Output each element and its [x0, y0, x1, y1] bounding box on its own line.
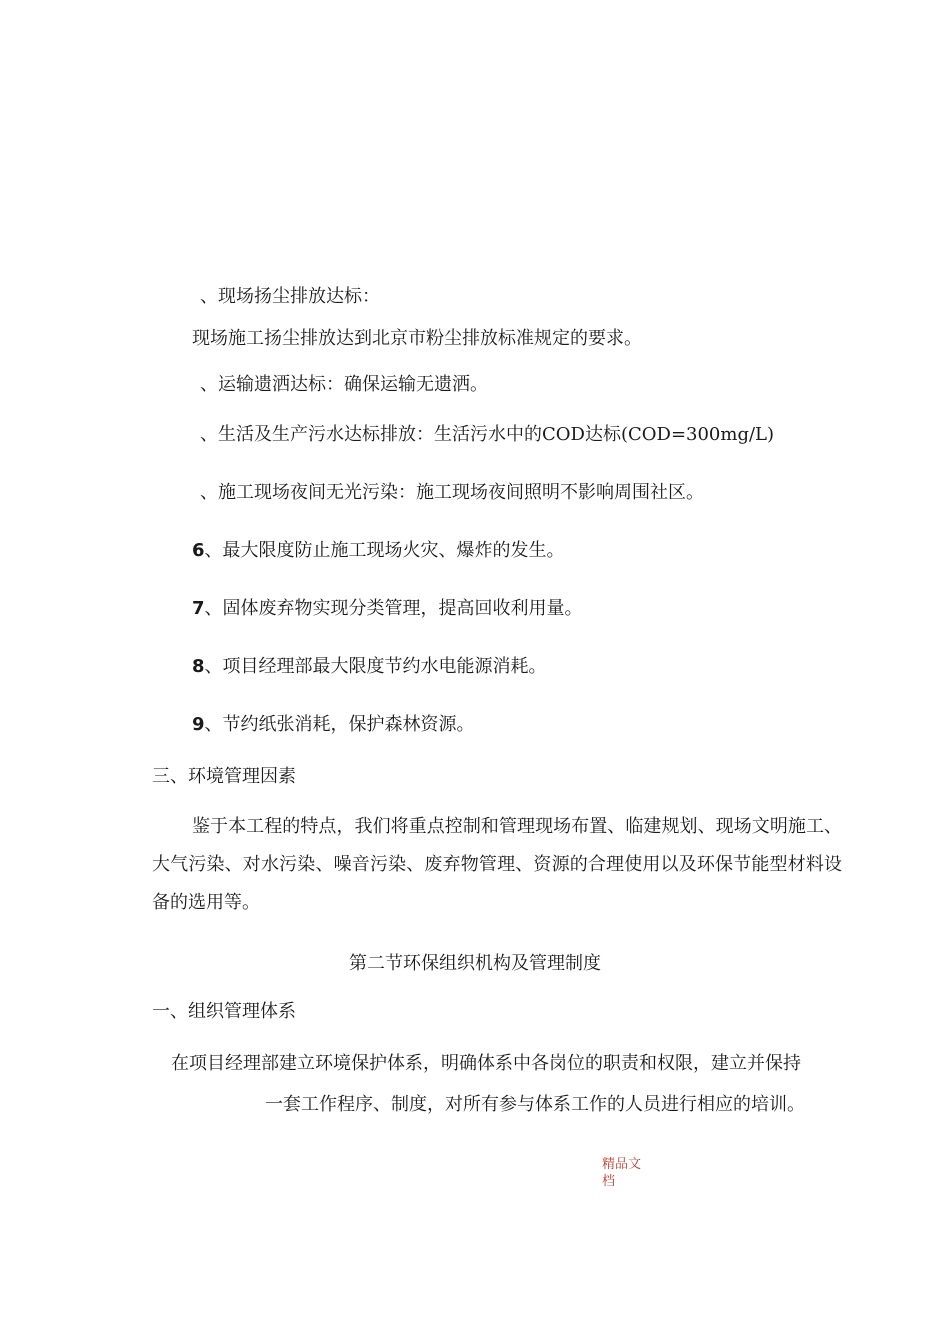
list-text: 、节约纸张消耗，保护森林资源。	[204, 714, 475, 735]
list-text: 、项目经理部最大限度节约水电能源消耗。	[204, 656, 547, 677]
watermark-text: 精品文档	[602, 1157, 642, 1189]
list-item-6	[192, 539, 565, 563]
list-number: 7	[192, 598, 205, 619]
list-number: 8	[192, 656, 205, 677]
list-item-9	[192, 713, 475, 737]
dust-body: 现场施工扬尘排放达到北京市粉尘排放标准规定的要求。	[192, 328, 642, 349]
transport-item: 、运输遗洒达标：确保运输无遗洒。	[200, 374, 488, 395]
sewage-item: 、生活及生产污水达标排放：生活污水中的COD达标(COD=300mg/L)	[200, 424, 775, 445]
dust-heading: 、现场扬尘排放达标：	[200, 286, 380, 307]
list-number: 9	[192, 714, 205, 735]
light-pollution-item: 、施工现场夜间无光污染：施工现场夜间照明不影响周围社区。	[200, 482, 704, 503]
list-item-7	[192, 597, 583, 621]
list-text: 、最大限度防止施工现场火灾、爆炸的发生。	[204, 540, 565, 561]
list-number: 6	[192, 540, 205, 561]
list-item-8	[192, 655, 547, 679]
org-heading: 一、组织管理体系	[152, 1001, 296, 1022]
section-three-heading: 三、环境管理因素	[152, 766, 296, 787]
org-body-line-2: 一套工作程序、制度，对所有参与体系工作的人员进行相应的培训。	[265, 1094, 805, 1115]
org-body-line-1: 在项目经理部建立环境保护体系，明确体系中各岗位的职责和权限，建立并保持	[171, 1053, 801, 1074]
section-title: 第二节环保组织机构及管理制度	[349, 953, 601, 974]
list-text: 、固体废弃物实现分类管理，提高回收利用量。	[204, 598, 583, 619]
section-three-body: 鉴于本工程的特点，我们将重点控制和管理现场布置、临建规划、现场文明施工、大气污染、对水污染、噪音污染、废弃物管理、资源的合理使用以及环保节能型材料设备的选用等。	[152, 816, 842, 913]
